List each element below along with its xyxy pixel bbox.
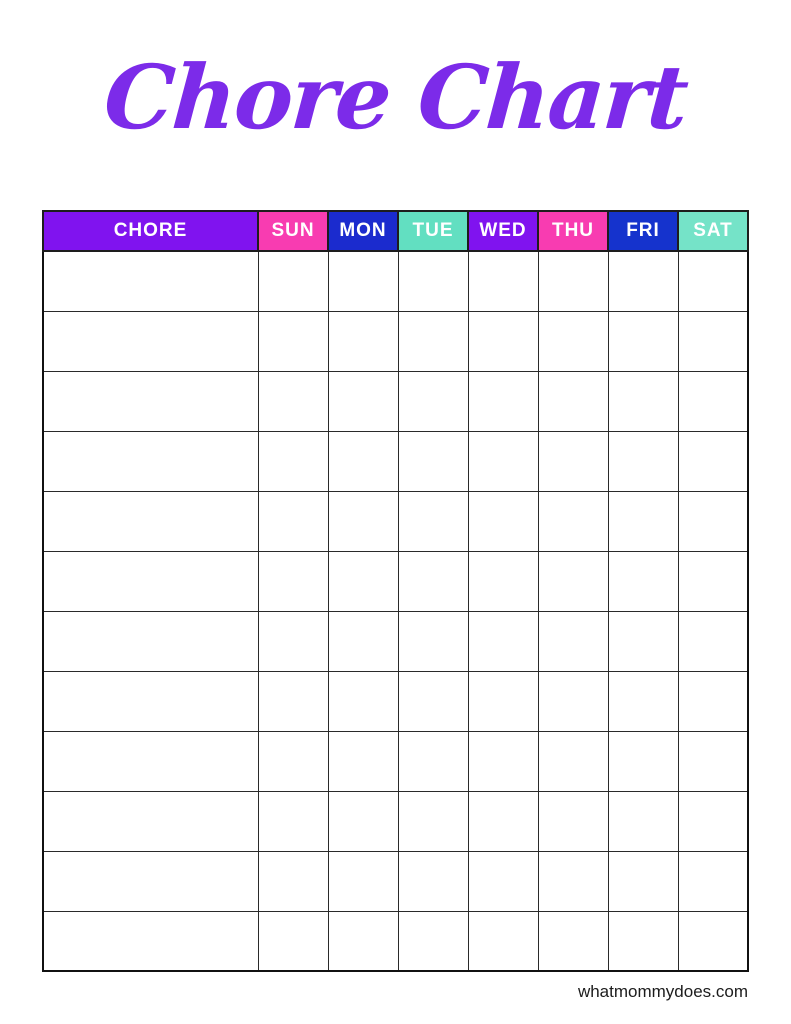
table-row — [43, 311, 748, 371]
empty-cell-wed — [468, 791, 538, 851]
empty-cell-wed — [468, 311, 538, 371]
table-row — [43, 911, 748, 971]
empty-cell-wed — [468, 911, 538, 971]
empty-cell-tue — [398, 491, 468, 551]
table-row — [43, 251, 748, 311]
empty-cell-tue — [398, 851, 468, 911]
empty-cell-chore — [43, 371, 258, 431]
empty-cell-chore — [43, 431, 258, 491]
empty-cell-mon — [328, 611, 398, 671]
empty-cell-wed — [468, 491, 538, 551]
table-row — [43, 611, 748, 671]
empty-cell-mon — [328, 371, 398, 431]
empty-cell-sun — [258, 791, 328, 851]
empty-cell-wed — [468, 851, 538, 911]
header-cell-sat: SAT — [678, 211, 748, 251]
empty-cell-mon — [328, 251, 398, 311]
empty-cell-chore — [43, 671, 258, 731]
empty-cell-thu — [538, 791, 608, 851]
table-row — [43, 551, 748, 611]
empty-cell-chore — [43, 791, 258, 851]
empty-cell-sat — [678, 251, 748, 311]
empty-cell-thu — [538, 911, 608, 971]
empty-cell-tue — [398, 911, 468, 971]
table-row — [43, 731, 748, 791]
empty-cell-thu — [538, 731, 608, 791]
empty-cell-mon — [328, 791, 398, 851]
empty-cell-wed — [468, 371, 538, 431]
empty-cell-tue — [398, 791, 468, 851]
empty-cell-wed — [468, 551, 538, 611]
empty-cell-mon — [328, 491, 398, 551]
empty-cell-sat — [678, 491, 748, 551]
empty-cell-mon — [328, 431, 398, 491]
empty-cell-chore — [43, 491, 258, 551]
table-row — [43, 851, 748, 911]
empty-cell-chore — [43, 911, 258, 971]
empty-cell-mon — [328, 731, 398, 791]
empty-cell-sat — [678, 371, 748, 431]
empty-cell-tue — [398, 731, 468, 791]
empty-cell-mon — [328, 911, 398, 971]
empty-cell-wed — [468, 431, 538, 491]
empty-cell-sun — [258, 371, 328, 431]
empty-cell-mon — [328, 851, 398, 911]
empty-cell-wed — [468, 671, 538, 731]
empty-cell-fri — [608, 551, 678, 611]
empty-cell-fri — [608, 671, 678, 731]
empty-cell-thu — [538, 251, 608, 311]
empty-cell-sun — [258, 731, 328, 791]
empty-cell-thu — [538, 371, 608, 431]
empty-cell-sat — [678, 911, 748, 971]
empty-cell-chore — [43, 611, 258, 671]
empty-cell-sun — [258, 311, 328, 371]
empty-cell-sun — [258, 671, 328, 731]
header-cell-fri: FRI — [608, 211, 678, 251]
empty-cell-sat — [678, 791, 748, 851]
empty-cell-fri — [608, 311, 678, 371]
empty-cell-sun — [258, 251, 328, 311]
empty-cell-tue — [398, 611, 468, 671]
empty-cell-fri — [608, 791, 678, 851]
empty-cell-sun — [258, 611, 328, 671]
empty-cell-tue — [398, 431, 468, 491]
header-cell-sun: SUN — [258, 211, 328, 251]
empty-cell-thu — [538, 431, 608, 491]
empty-cell-fri — [608, 371, 678, 431]
empty-cell-sun — [258, 911, 328, 971]
table-row — [43, 431, 748, 491]
empty-cell-thu — [538, 611, 608, 671]
empty-cell-tue — [398, 671, 468, 731]
empty-cell-sun — [258, 851, 328, 911]
header-cell-mon: MON — [328, 211, 398, 251]
empty-cell-fri — [608, 431, 678, 491]
empty-cell-tue — [398, 371, 468, 431]
empty-cell-sat — [678, 551, 748, 611]
table-row — [43, 791, 748, 851]
empty-cell-chore — [43, 851, 258, 911]
empty-cell-thu — [538, 491, 608, 551]
empty-cell-mon — [328, 311, 398, 371]
empty-cell-sun — [258, 431, 328, 491]
empty-cell-sat — [678, 851, 748, 911]
empty-cell-thu — [538, 851, 608, 911]
header-cell-tue: TUE — [398, 211, 468, 251]
empty-cell-sun — [258, 491, 328, 551]
empty-cell-thu — [538, 551, 608, 611]
empty-cell-fri — [608, 491, 678, 551]
empty-cell-wed — [468, 731, 538, 791]
empty-cell-fri — [608, 851, 678, 911]
empty-cell-mon — [328, 671, 398, 731]
empty-cell-chore — [43, 251, 258, 311]
empty-cell-sat — [678, 431, 748, 491]
empty-cell-mon — [328, 551, 398, 611]
empty-cell-sat — [678, 611, 748, 671]
empty-cell-tue — [398, 251, 468, 311]
empty-cell-wed — [468, 611, 538, 671]
chore-chart-table — [42, 210, 749, 972]
empty-cell-sat — [678, 671, 748, 731]
empty-cell-chore — [43, 731, 258, 791]
footer-credit: whatmommydoes.com — [577, 982, 748, 1001]
table-header-row — [43, 211, 748, 251]
table-row — [43, 671, 748, 731]
empty-cell-sun — [258, 551, 328, 611]
table-row — [43, 491, 748, 551]
empty-cell-tue — [398, 551, 468, 611]
empty-cell-sat — [678, 731, 748, 791]
header-cell-wed: WED — [468, 211, 538, 251]
empty-cell-sat — [678, 311, 748, 371]
empty-cell-tue — [398, 311, 468, 371]
empty-cell-fri — [608, 911, 678, 971]
header-cell-thu: THU — [538, 211, 608, 251]
header-cell-chore: CHORE — [43, 211, 258, 251]
empty-cell-fri — [608, 731, 678, 791]
empty-cell-fri — [608, 611, 678, 671]
empty-cell-thu — [538, 671, 608, 731]
empty-cell-chore — [43, 551, 258, 611]
empty-cell-fri — [608, 251, 678, 311]
empty-cell-wed — [468, 251, 538, 311]
table-row — [43, 371, 748, 431]
page-title: Chore Chart — [100, 45, 691, 149]
empty-cell-chore — [43, 311, 258, 371]
empty-cell-thu — [538, 311, 608, 371]
